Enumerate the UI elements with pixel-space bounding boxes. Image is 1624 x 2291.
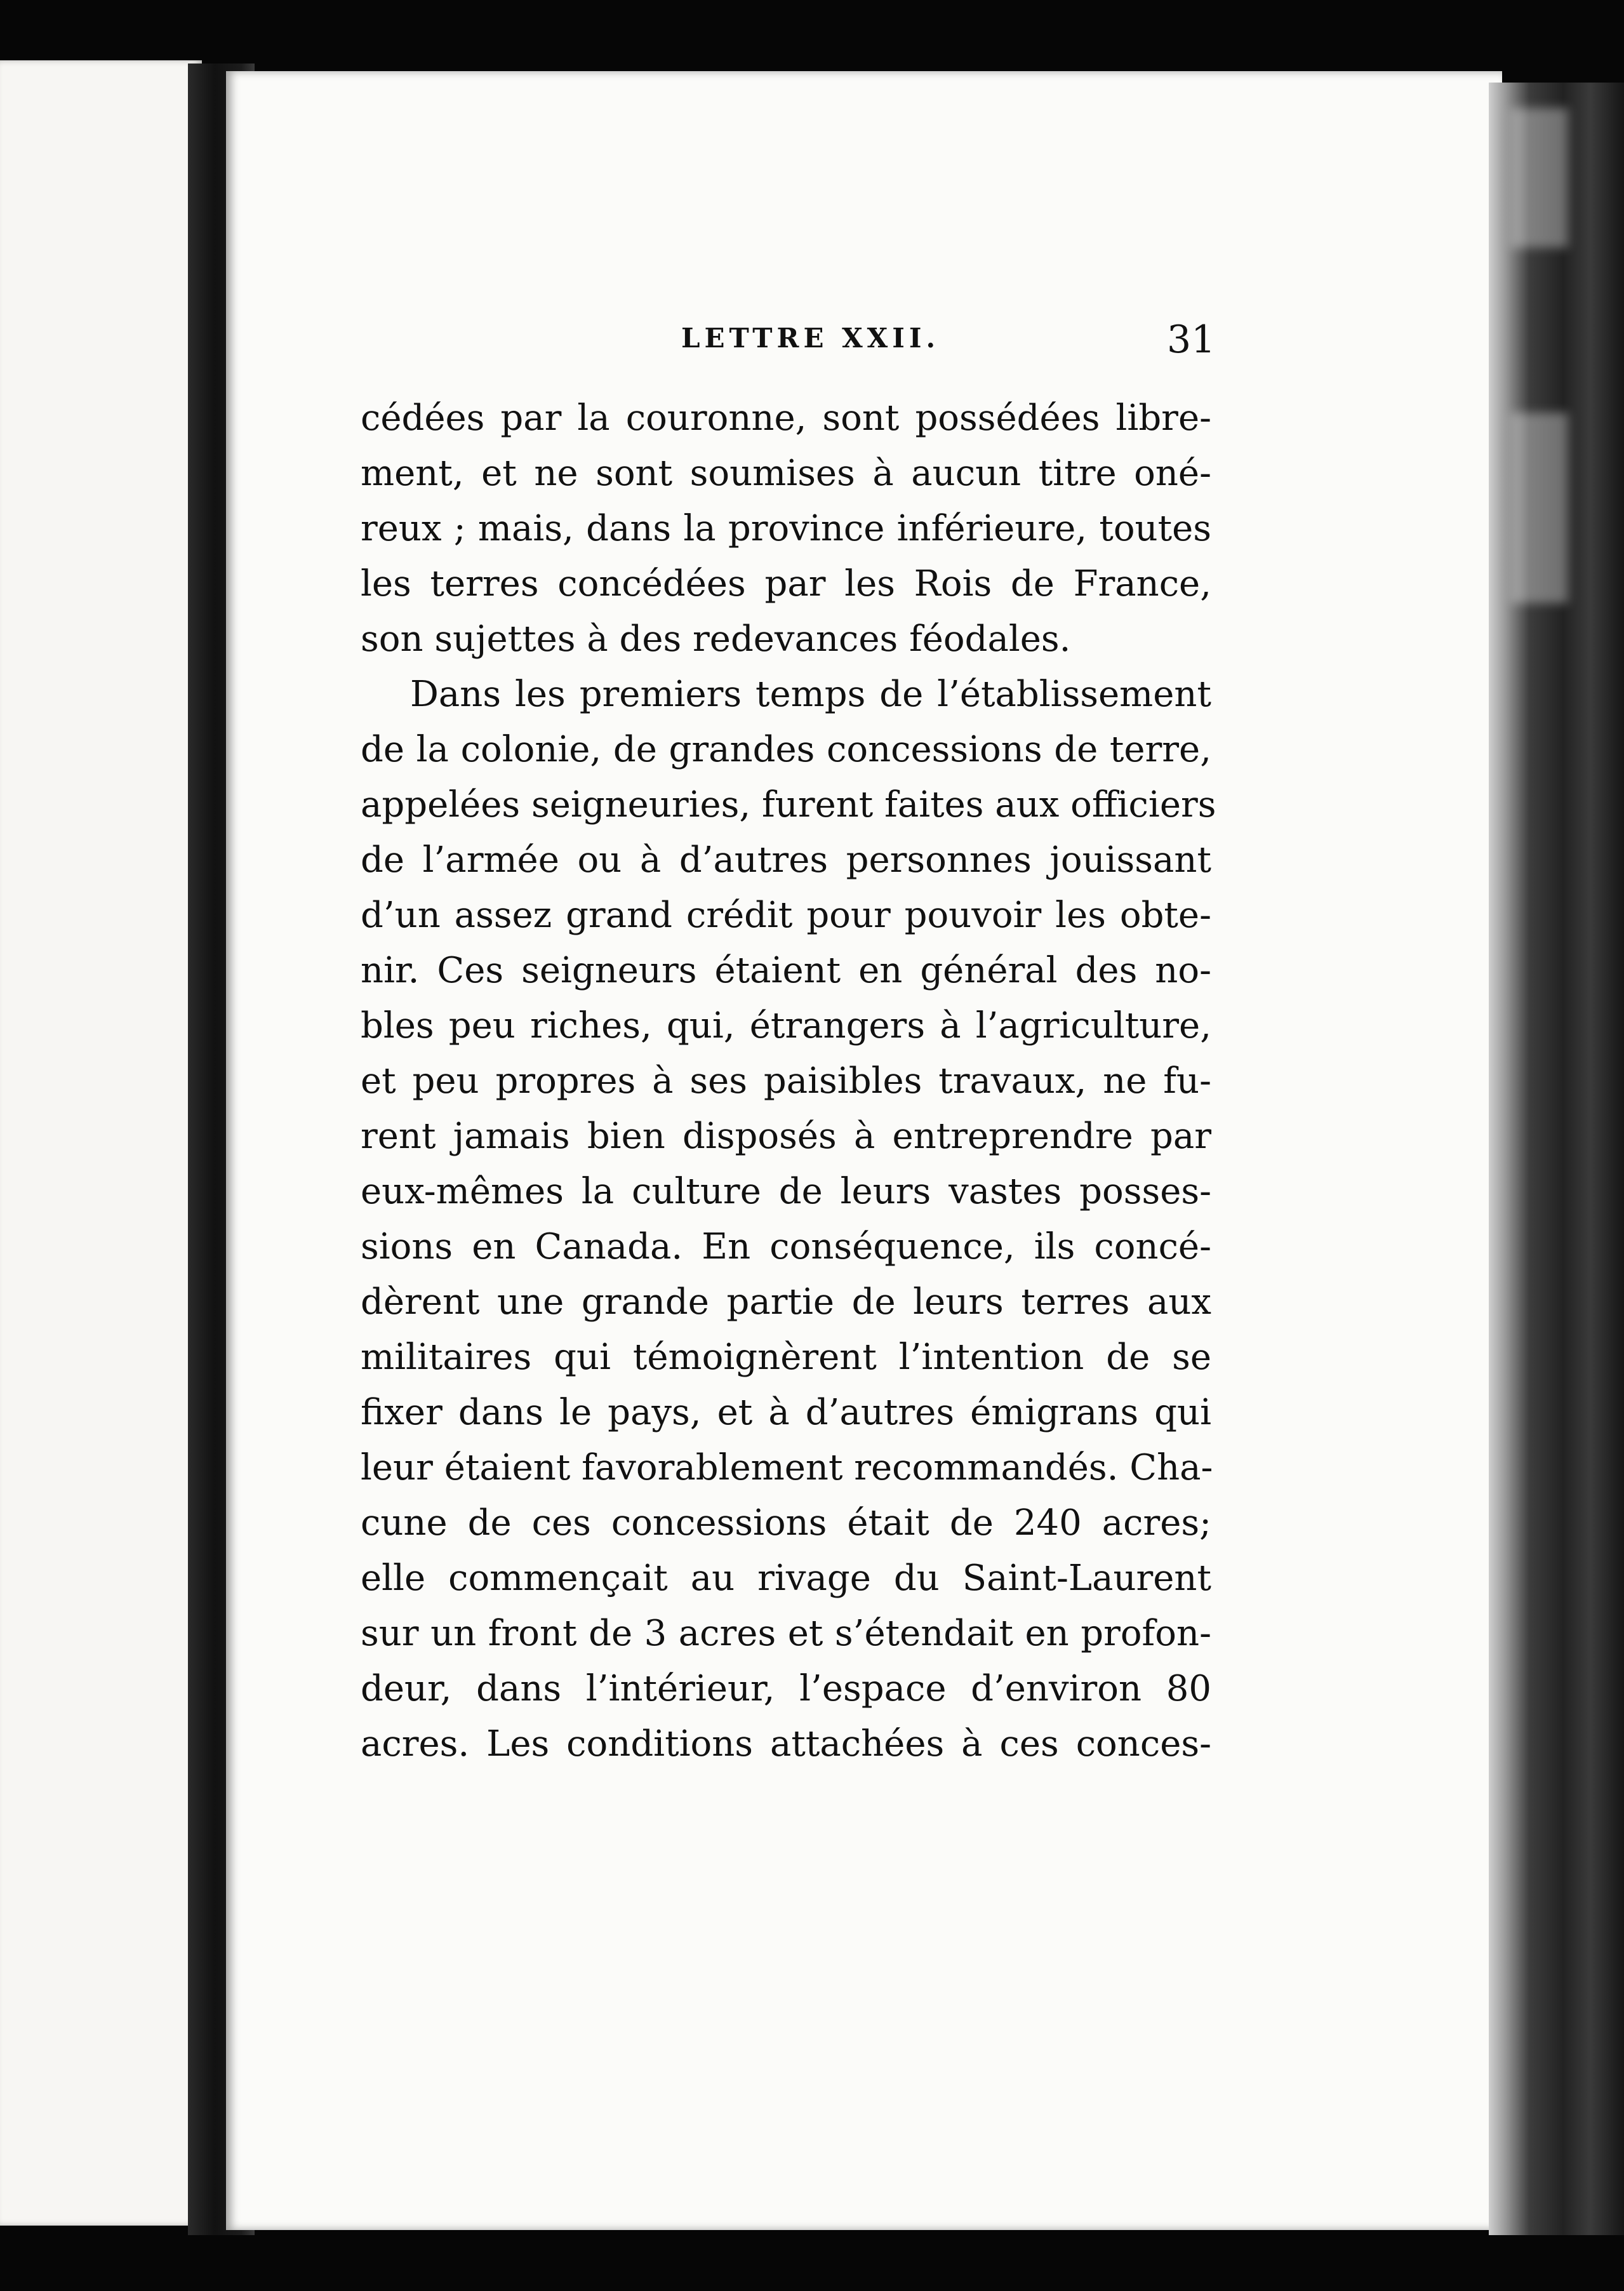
text-line: dèrent une grande partie de leurs terres aux [361,1281,1211,1323]
text-line: militaires qui témoignèrent l’intention de se [361,1337,1211,1378]
edge-highlight [1511,108,1568,248]
text-line: de la colonie, de grandes concessions de terre, [361,729,1211,770]
text-line: fixer dans le pays, et à d’autres émigrans qui [361,1392,1211,1433]
text-line: d’un assez grand crédit pour pouvoir les obte- [361,895,1211,936]
text-line: et peu propres à ses paisibles travaux, ne fu- [361,1060,1211,1102]
text-line: Dans les premiers temps de l’établissement [410,674,1211,715]
text-line: acres. Les conditions attachées à ces conces- [361,1723,1211,1765]
text-line: elle commençait au rivage du Saint-Laurent [361,1558,1211,1599]
edge-highlight [1511,413,1568,603]
text-line: cune de ces concessions était de 240 acres; [361,1502,1211,1544]
running-head: LETTRE XXII. [681,323,940,354]
text-line: son sujettes à des redevances féodales. [361,618,1071,660]
text-line: bles peu riches, qui, étrangers à l’agriculture, [361,1005,1211,1046]
text-line: appelées seigneuries, furent faites aux officiers [361,784,1216,825]
text-line: reux ; mais, dans la province inférieure, toutes [361,508,1211,549]
text-line: les terres concédées par les Rois de France, [361,563,1211,604]
text-line: rent jamais bien disposés à entreprendre par [361,1116,1211,1157]
text-line: cédées par la couronne, sont possédées libre- [361,397,1211,439]
body-text [361,391,1216,1772]
text-line: eux-mêmes la culture de leurs vastes posses- [361,1171,1211,1212]
text-line: sions en Canada. En conséquence, ils concé- [361,1226,1211,1267]
page-fore-edge [1489,83,1624,2235]
page-number: 31 [1167,317,1216,362]
text-line: de l’armée ou à d’autres personnes jouissant [361,839,1211,881]
text-line: leur étaient favorablement recommandés. Cha- [361,1447,1213,1488]
text-line: deur, dans l’intérieur, l’espace d’environ 80 [361,1668,1211,1709]
text-line: sur un front de 3 acres et s’étendait en profon- [361,1613,1211,1654]
previous-page-fragment [0,60,202,2226]
text-line: nir. Ces seigneurs étaient en général des no- [361,950,1211,991]
text-line: ment, et ne sont soumises à aucun titre oné- [361,453,1211,494]
